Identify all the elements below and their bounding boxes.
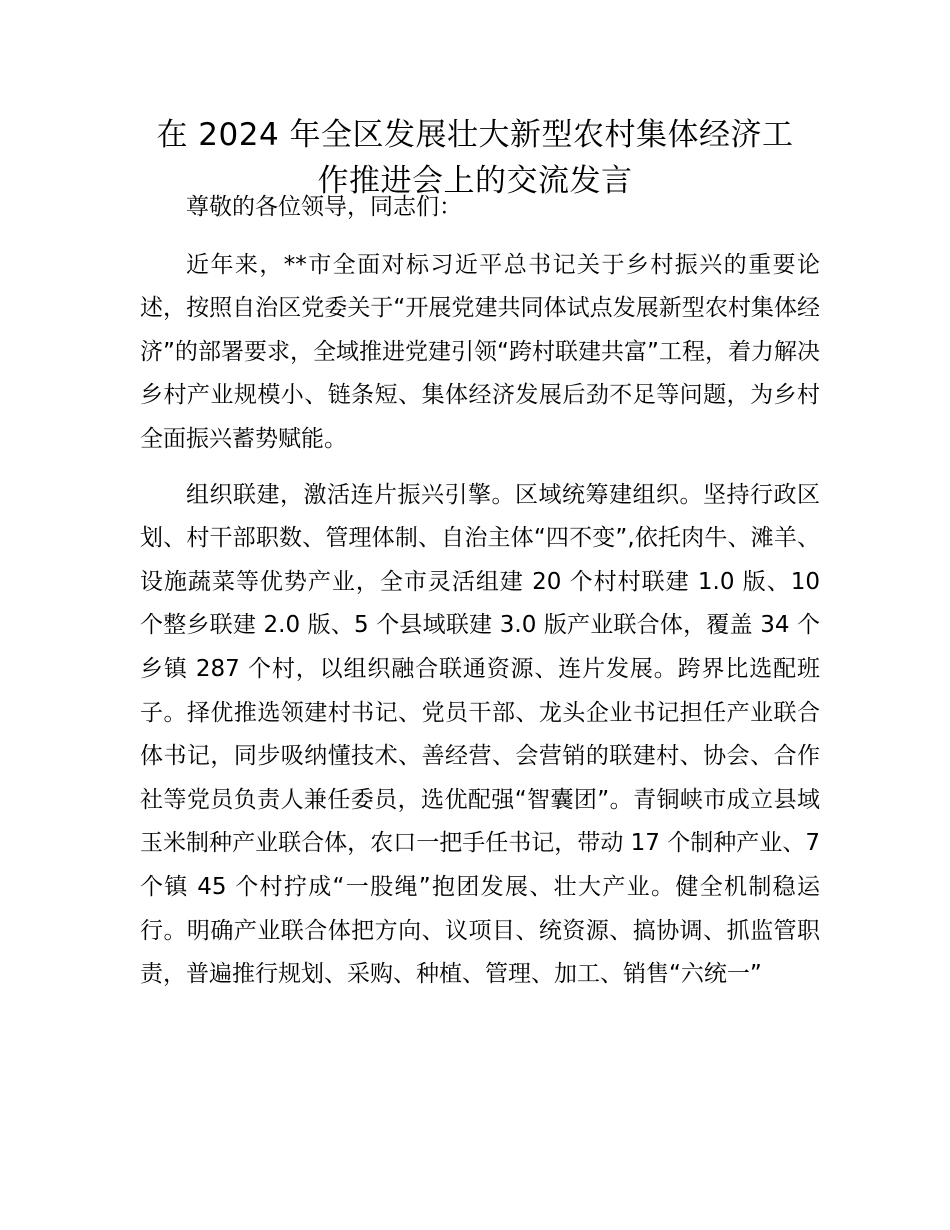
salutation: 尊敬的各位领导，同志们： xyxy=(186,194,462,220)
paragraph-organization: 组织联建，激活连片振兴引擎。区域统筹建组织。坚持行政区划、村干部职数、管理体制、自治主体“四不变”,依托肉牛、滩羊、设施蔬菜等优势产业，全市灵活组建 20 个村村联建 1.0 版、10 个整乡联建 2.0 版、5 个县域联建 3.0 版产业联合体，覆盖 34 个乡镇 287 个村，以组织融合联通资源、连片发展。跨界比选配班子。择优推选领建村书记、党员干部、龙头企业书记担任产业联合体书记，同步吸纳懂技术、善经营、会营销的联建村、协会、合作社等党员负责人兼任委员，选优配强“智囊团”。青铜峡市成立县域玉米制种产业联合体，农口一把手任书记，带动 17 个制种产业、7 个镇 45 个村拧成“一股绳”抱团发展、壮大产业。健全机制稳运行。明确产业联合体把方向、议项目、统资源、搞协调、抓监管职责，普遍推行规划、采购、种植、管理、加工、销售“六统一” xyxy=(140,481,820,988)
document-body xyxy=(140,186,820,1009)
paragraph-intro: 近年来，**市全面对标习近平总书记关于乡村振兴的重要论述，按照自治区党委关于“开展党建共同体试点发展新型农村集体经济”的部署要求，全域推进党建引领“跨村联建共富”工程，着力解决乡村产业规模小、链条短、集体经济发展后劲不足等问题，为乡村全面振兴蓄势赋能。 xyxy=(140,251,820,452)
title-line-2: 作推进会上的交流发言 xyxy=(317,163,633,199)
title-line-1: 在 2024 年全区发展壮大新型农村集体经济工 xyxy=(156,117,794,153)
